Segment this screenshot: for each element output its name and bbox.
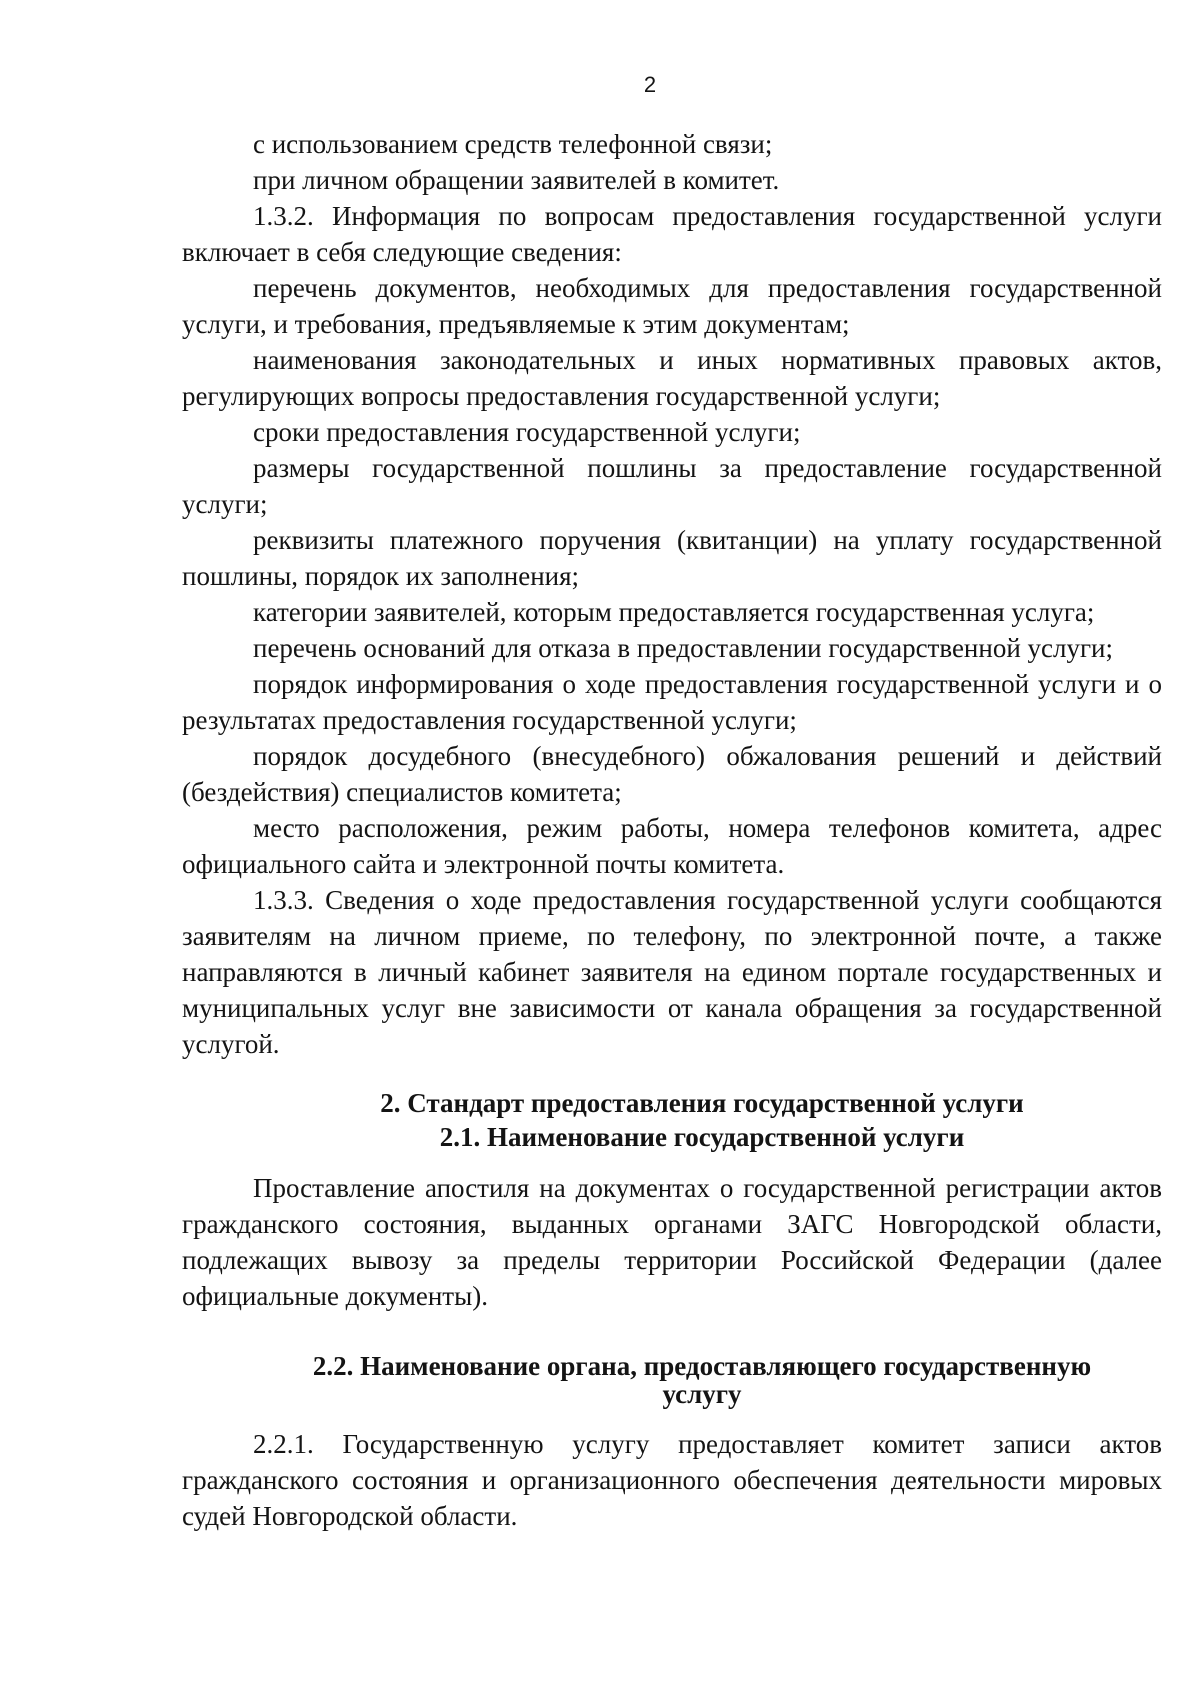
section-2-1-text: Проставление апостиля на документах о государственной регистрации актов гражданского состояния, выданных органами ЗАГС Новгородской области, подлежащих вывозу за пределы территории Российской Федерации (далее официальные документы). [182, 1173, 1162, 1311]
document-body [182, 126, 1162, 1534]
paragraph-appeal-order: порядок досудебного (внесудебного) обжалования решений и действий (бездействия) специалистов комитета; [182, 741, 1162, 807]
paragraph-1-3-2: 1.3.2. Информация по вопросам предоставления государственной услуги включает в себя следующие сведения: [182, 201, 1162, 267]
paragraph-informing-order: порядок информирования о ходе предоставления государственной услуги и о результатах предоставления государственной услуги; [182, 669, 1162, 735]
paragraph-applicant-categories: категории заявителей, которым предоставляется государственная услуга; [253, 597, 1095, 627]
paragraph-documents-list: перечень документов, необходимых для предоставления государственной услуги, и требования, предъявляемые к этим документам; [182, 273, 1162, 339]
section-2-2-heading-line2: услугу [662, 1379, 742, 1409]
paragraph-personal-visit: при личном обращении заявителей в комитет. [253, 165, 780, 195]
section-2-2-1-text: 2.2.1. Государственную услугу предоставляет комитет записи актов гражданского состояния и организационного обеспечения деятельности мировых судей Новгородской области. [182, 1429, 1162, 1531]
paragraph-location: место расположения, режим работы, номера телефонов комитета, адрес официального сайта и электронной почты комитета. [182, 813, 1162, 879]
paragraph-payment-details: реквизиты платежного поручения (квитанции) на уплату государственной пошлины, порядок их заполнения; [182, 525, 1162, 591]
section-2-1-heading: 2.1. Наименование государственной услуги [439, 1122, 965, 1152]
section-2-heading: 2. Стандарт предоставления государственной услуги [380, 1088, 1024, 1118]
page-number: 2 [643, 72, 657, 97]
paragraph-1-3-3: 1.3.3. Сведения о ходе предоставления государственной услуги сообщаются заявителям на личном приеме, по телефону, по электронной почте, а также направляются в личный кабинет заявителя на едином портале государственных и муниципальных услуг вне зависимости от канала обращения за государственной услугой. [182, 885, 1162, 1059]
paragraph-fee: размеры государственной пошлины за предоставление государственной услуги; [182, 453, 1162, 519]
paragraph-refusal-grounds: перечень оснований для отказа в предоставлении государственной услуги; [253, 633, 1114, 663]
section-2-2-heading-line1: 2.2. Наименование органа, предоставляющего государственную [312, 1351, 1092, 1381]
paragraph-phone: с использованием средств телефонной связи; [253, 129, 773, 159]
paragraph-terms: сроки предоставления государственной услуги; [253, 417, 801, 447]
paragraph-legal-acts: наименования законодательных и иных нормативных правовых актов, регулирующих вопросы предоставления государственной услуги; [182, 345, 1162, 411]
